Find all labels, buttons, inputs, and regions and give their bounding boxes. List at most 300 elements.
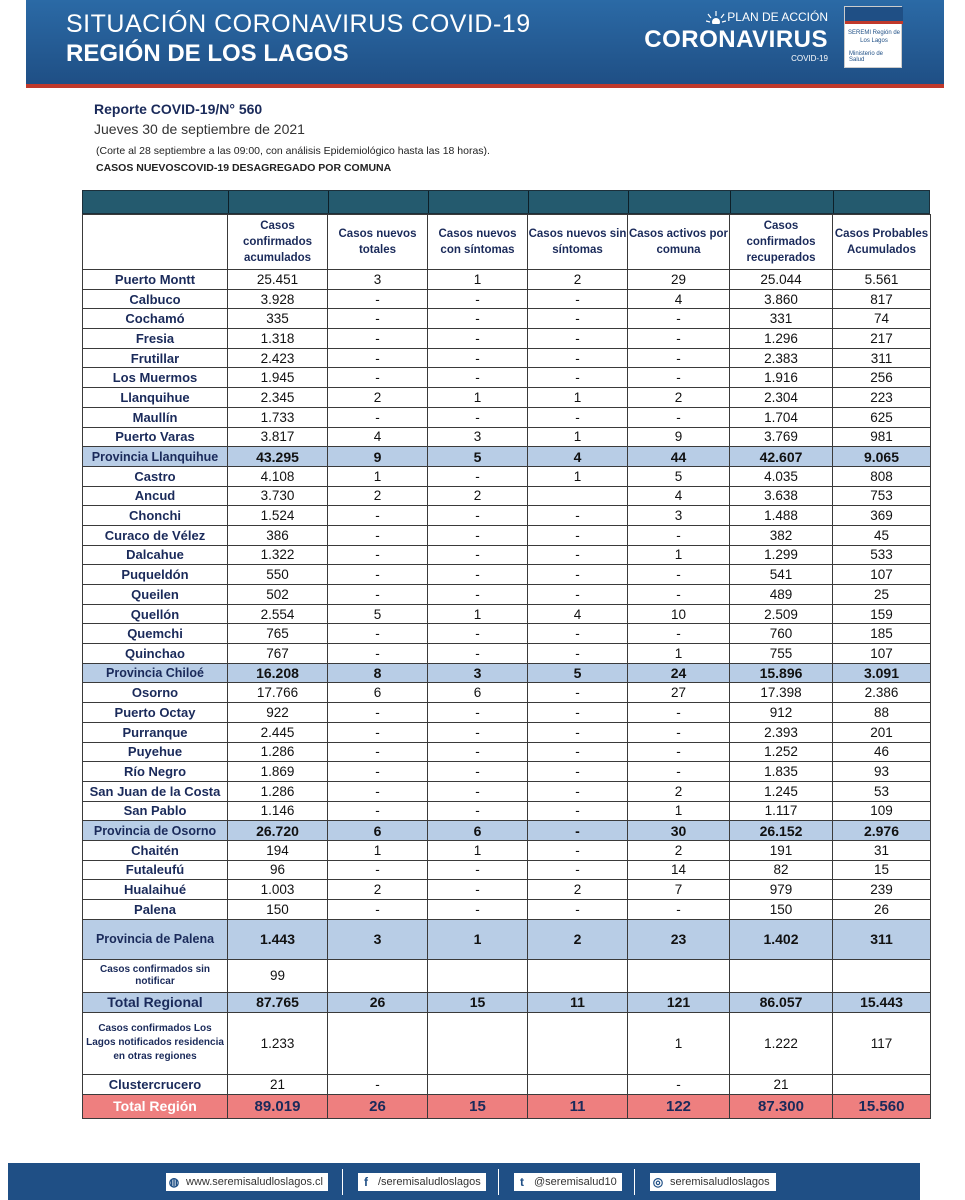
table-cell: - xyxy=(328,722,428,742)
table-cell: 2 xyxy=(328,388,428,408)
table-cell: 6 xyxy=(328,821,428,841)
row-label: Dalcahue xyxy=(83,545,228,565)
table-cell: - xyxy=(528,624,628,644)
table-cell: - xyxy=(628,525,730,545)
table-cell: - xyxy=(528,368,628,388)
table-cell: 2 xyxy=(528,270,628,290)
row-label: Cochamó xyxy=(83,309,228,329)
table-cell: - xyxy=(428,506,528,526)
table-cell: - xyxy=(628,309,730,329)
table-row xyxy=(83,683,931,703)
table-cell: 26 xyxy=(833,900,931,920)
table-cell: 1 xyxy=(528,466,628,486)
table-cell: 1.869 xyxy=(228,762,328,782)
row-label: Fresia xyxy=(83,329,228,349)
table-cell: 2 xyxy=(628,840,730,860)
table-cell: 9 xyxy=(328,447,428,467)
table-row xyxy=(83,959,931,992)
table-row xyxy=(83,348,931,368)
row-label: Casos confirmados Los Lagos notificados residencia en otras regiones xyxy=(83,1012,228,1074)
table-cell: 3 xyxy=(328,270,428,290)
table-cell: 2.554 xyxy=(228,604,328,624)
table-cell xyxy=(328,1012,428,1074)
table-cell xyxy=(428,1012,528,1074)
column-header: Casos activos por comuna xyxy=(628,215,730,270)
table-cell: 31 xyxy=(833,840,931,860)
row-label: Provincia de Osorno xyxy=(83,821,228,841)
table-cell: 17.398 xyxy=(730,683,833,703)
table-cell: 2 xyxy=(628,781,730,801)
table-cell: 6 xyxy=(428,683,528,703)
table-cell: 4.108 xyxy=(228,466,328,486)
table-cell xyxy=(528,486,628,506)
table-cell: 11 xyxy=(528,992,628,1012)
footer-facebook-text: /seremisaludloslagos xyxy=(378,1176,481,1188)
table-row xyxy=(83,447,931,467)
table-cell: - xyxy=(328,742,428,762)
table-cell: - xyxy=(428,860,528,880)
table-cell: 1.222 xyxy=(730,1012,833,1074)
table-cell: 4.035 xyxy=(730,466,833,486)
row-label: San Pablo xyxy=(83,801,228,821)
table-cell: - xyxy=(328,368,428,388)
table-cell: 1 xyxy=(328,466,428,486)
table-cell xyxy=(528,959,628,992)
table-cell: 2 xyxy=(428,486,528,506)
table-cell: 981 xyxy=(833,427,931,447)
table-cell: 382 xyxy=(730,525,833,545)
row-label: Futaleufú xyxy=(83,860,228,880)
report-date: Jueves 30 de septiembre de 2021 xyxy=(94,121,305,137)
report-subtitle: CASOS NUEVOSCOVID-19 DESAGREGADO POR COMUNA xyxy=(96,162,392,174)
table-cell: 1.524 xyxy=(228,506,328,526)
row-label: Puyehue xyxy=(83,742,228,762)
table-cell: 1 xyxy=(428,919,528,959)
table-row xyxy=(83,703,931,723)
table-cell: 625 xyxy=(833,407,931,427)
table-cell: 88 xyxy=(833,703,931,723)
table-cell: 43.295 xyxy=(228,447,328,467)
table-cell: - xyxy=(528,683,628,703)
table-cell: - xyxy=(528,762,628,782)
table-cell xyxy=(528,1074,628,1094)
table-cell: 1.286 xyxy=(228,781,328,801)
table-cell xyxy=(833,1074,931,1094)
table-cell: 74 xyxy=(833,309,931,329)
row-label: Quellón xyxy=(83,604,228,624)
table-row xyxy=(83,663,931,683)
table-cell: 1.233 xyxy=(228,1012,328,1074)
footer-facebook-link[interactable] xyxy=(358,1173,486,1191)
table-cell: 2 xyxy=(628,388,730,408)
table-cell: - xyxy=(428,762,528,782)
table-cell: 9 xyxy=(628,427,730,447)
table-cell: 5 xyxy=(528,663,628,683)
table-cell: - xyxy=(328,525,428,545)
table-cell: - xyxy=(428,309,528,329)
table-cell: - xyxy=(528,900,628,920)
table-cell xyxy=(528,1012,628,1074)
table-cell: 5 xyxy=(628,466,730,486)
row-label: Total Región xyxy=(83,1094,228,1118)
table-cell: 1 xyxy=(628,545,730,565)
table-cell: 3 xyxy=(628,506,730,526)
table-cell: 311 xyxy=(833,919,931,959)
table-cell: 4 xyxy=(628,289,730,309)
table-cell: 150 xyxy=(730,900,833,920)
table-row xyxy=(83,762,931,782)
table-cell xyxy=(428,959,528,992)
table-cell: 767 xyxy=(228,644,328,664)
instagram-icon: ◎ xyxy=(650,1173,666,1191)
row-label: Los Muermos xyxy=(83,368,228,388)
table-row xyxy=(83,270,931,290)
table-header-row xyxy=(83,215,931,270)
table-cell: 99 xyxy=(228,959,328,992)
table-cell: 21 xyxy=(228,1074,328,1094)
table-cell: 46 xyxy=(833,742,931,762)
table-row xyxy=(83,506,931,526)
table-row xyxy=(83,329,931,349)
row-label: Quinchao xyxy=(83,644,228,664)
facebook-icon: f xyxy=(358,1173,374,1191)
table-cell: 201 xyxy=(833,722,931,742)
table-row xyxy=(83,781,931,801)
row-label: San Juan de la Costa xyxy=(83,781,228,801)
table-cell: - xyxy=(328,348,428,368)
table-cell: 25 xyxy=(833,585,931,605)
row-label: Chaitén xyxy=(83,840,228,860)
table-cell: 1.916 xyxy=(730,368,833,388)
table-cell: 1.146 xyxy=(228,801,328,821)
table-cell: 2 xyxy=(328,486,428,506)
table-cell: - xyxy=(328,506,428,526)
table-cell: 15.896 xyxy=(730,663,833,683)
table-cell: - xyxy=(428,329,528,349)
table-cell: 150 xyxy=(228,900,328,920)
table-cell: 10 xyxy=(628,604,730,624)
plan-accion-logo xyxy=(644,8,828,68)
table-cell: - xyxy=(528,821,628,841)
table-cell: 1.488 xyxy=(730,506,833,526)
table-cell: - xyxy=(428,624,528,644)
footer-web-link[interactable] xyxy=(166,1173,328,1191)
table-cell: 15 xyxy=(428,992,528,1012)
table-cell: - xyxy=(528,801,628,821)
row-label: Frutillar xyxy=(83,348,228,368)
table-cell: 1 xyxy=(628,801,730,821)
table-row xyxy=(83,801,931,821)
table-cell: 7 xyxy=(628,880,730,900)
table-row xyxy=(83,992,931,1012)
table-cell: 256 xyxy=(833,368,931,388)
table-cell: - xyxy=(428,722,528,742)
table-cell: - xyxy=(628,624,730,644)
table-cell: 1.704 xyxy=(730,407,833,427)
table-cell: - xyxy=(328,407,428,427)
seremi-logo-label: SEREMI Región de Los Lagos xyxy=(847,30,901,44)
row-label: Río Negro xyxy=(83,762,228,782)
table-row xyxy=(83,585,931,605)
table-cell: - xyxy=(428,644,528,664)
table-cell: 96 xyxy=(228,860,328,880)
table-cell: 117 xyxy=(833,1012,931,1074)
table-cell: 912 xyxy=(730,703,833,723)
table-cell: 26 xyxy=(328,992,428,1012)
row-label: Palena xyxy=(83,900,228,920)
table-cell: 29 xyxy=(628,270,730,290)
table-cell: 1 xyxy=(528,388,628,408)
table-cell: 89.019 xyxy=(228,1094,328,1118)
table-cell: - xyxy=(428,407,528,427)
table-cell: 44 xyxy=(628,447,730,467)
row-label: Hualaihué xyxy=(83,880,228,900)
footer-twitter-link[interactable] xyxy=(514,1173,622,1191)
column-header: Casos confirmados recuperados xyxy=(730,215,833,270)
table-cell: - xyxy=(628,329,730,349)
table-cell: 1.733 xyxy=(228,407,328,427)
table-cell: - xyxy=(328,624,428,644)
table-cell: 6 xyxy=(328,683,428,703)
row-label: Puerto Montt xyxy=(83,270,228,290)
table-cell: - xyxy=(428,880,528,900)
table-cell: - xyxy=(628,348,730,368)
table-cell xyxy=(833,959,931,992)
table-cell: - xyxy=(528,585,628,605)
table-cell: 3 xyxy=(328,919,428,959)
table-cell: 25.044 xyxy=(730,270,833,290)
table-cell: - xyxy=(528,506,628,526)
table-cell: - xyxy=(428,348,528,368)
table-cell: 1.117 xyxy=(730,801,833,821)
table-cell: 3.769 xyxy=(730,427,833,447)
table-cell: - xyxy=(328,860,428,880)
table-cell xyxy=(730,959,833,992)
header-region: REGIÓN DE LOS LAGOS xyxy=(66,40,349,67)
table-cell: - xyxy=(628,722,730,742)
seremi-logo xyxy=(844,6,902,68)
table-cell: 3.817 xyxy=(228,427,328,447)
table-cell: - xyxy=(528,722,628,742)
table-cell: - xyxy=(628,703,730,723)
table-cell: - xyxy=(428,585,528,605)
table-row xyxy=(83,309,931,329)
table-cell: 386 xyxy=(228,525,328,545)
row-label: Purranque xyxy=(83,722,228,742)
table-cell: - xyxy=(328,644,428,664)
table-cell: 11 xyxy=(528,1094,628,1118)
table-top-band xyxy=(82,190,930,214)
table-cell: 2.304 xyxy=(730,388,833,408)
table-cell: 533 xyxy=(833,545,931,565)
plan-accion-label: PLAN DE ACCIÓN xyxy=(727,10,828,24)
row-label: Osorno xyxy=(83,683,228,703)
column-header: Casos nuevos con síntomas xyxy=(428,215,528,270)
table-row xyxy=(83,604,931,624)
table-cell: - xyxy=(328,289,428,309)
table-cell: 541 xyxy=(730,565,833,585)
table-cell: 2 xyxy=(528,919,628,959)
table-cell: 86.057 xyxy=(730,992,833,1012)
table-cell: 550 xyxy=(228,565,328,585)
table-cell: 489 xyxy=(730,585,833,605)
table-cell: 1.318 xyxy=(228,329,328,349)
table-cell: - xyxy=(528,860,628,880)
column-header: Casos nuevos sin síntomas xyxy=(528,215,628,270)
table-cell: 760 xyxy=(730,624,833,644)
table-row xyxy=(83,860,931,880)
table-cell: 191 xyxy=(730,840,833,860)
coronavirus-label: CORONAVIRUS xyxy=(644,26,828,53)
footer-instagram-link[interactable] xyxy=(650,1173,776,1191)
footer-twitter-text: @seremisalud10 xyxy=(534,1176,617,1188)
table-cell: 17.766 xyxy=(228,683,328,703)
table-cell: - xyxy=(528,840,628,860)
table-cell: - xyxy=(328,762,428,782)
header-title: SITUACIÓN CORONAVIRUS COVID-19 xyxy=(66,10,531,38)
table-cell: 239 xyxy=(833,880,931,900)
table-cell: - xyxy=(428,565,528,585)
table-cell: - xyxy=(628,900,730,920)
row-label: Calbuco xyxy=(83,289,228,309)
table-cell: 755 xyxy=(730,644,833,664)
table-cell: 93 xyxy=(833,762,931,782)
table-cell: 1.443 xyxy=(228,919,328,959)
table-cell: 1.835 xyxy=(730,762,833,782)
table-cell: 3.860 xyxy=(730,289,833,309)
table-cell: 1.299 xyxy=(730,545,833,565)
table-cell: 3.091 xyxy=(833,663,931,683)
table-cell: 21 xyxy=(730,1074,833,1094)
table-cell: - xyxy=(528,309,628,329)
table-cell: 3.928 xyxy=(228,289,328,309)
table-cell: 2.976 xyxy=(833,821,931,841)
row-label: Curaco de Vélez xyxy=(83,525,228,545)
table-cell: 2 xyxy=(528,880,628,900)
table-cell: - xyxy=(528,329,628,349)
row-label: Llanquihue xyxy=(83,388,228,408)
table-cell: - xyxy=(628,368,730,388)
table-cell: 3 xyxy=(428,427,528,447)
table-cell: - xyxy=(528,407,628,427)
table-cell: 753 xyxy=(833,486,931,506)
table-cell: 5 xyxy=(328,604,428,624)
table-cell: - xyxy=(328,801,428,821)
table-row xyxy=(83,624,931,644)
table-row xyxy=(83,545,931,565)
column-header: Casos nuevos totales xyxy=(328,215,428,270)
cases-by-comuna-table xyxy=(82,214,931,1119)
table-cell: 27 xyxy=(628,683,730,703)
table-cell: - xyxy=(328,1074,428,1094)
row-label: Provincia Llanquihue xyxy=(83,447,228,467)
table-cell: - xyxy=(428,781,528,801)
table-row xyxy=(83,1074,931,1094)
footer-social-bar xyxy=(8,1163,920,1200)
table-cell: 502 xyxy=(228,585,328,605)
table-cell: 53 xyxy=(833,781,931,801)
covid19-label: COVID-19 xyxy=(791,54,828,63)
table-row xyxy=(83,742,931,762)
table-cell: - xyxy=(428,801,528,821)
sun-rays-icon xyxy=(706,10,726,24)
table-row xyxy=(83,821,931,841)
table-cell xyxy=(328,959,428,992)
table-cell: - xyxy=(428,368,528,388)
table-cell: 1 xyxy=(628,644,730,664)
header-blank-cell xyxy=(83,215,228,270)
table-cell: 25.451 xyxy=(228,270,328,290)
table-cell: - xyxy=(528,703,628,723)
row-label: Total Regional xyxy=(83,992,228,1012)
row-label: Puqueldón xyxy=(83,565,228,585)
row-label: Queilen xyxy=(83,585,228,605)
table-cell: - xyxy=(428,466,528,486)
table-cell: - xyxy=(528,565,628,585)
table-row xyxy=(83,1094,931,1118)
table-cell: - xyxy=(528,525,628,545)
table-cell: 6 xyxy=(428,821,528,841)
table-cell: 5 xyxy=(428,447,528,467)
table-cell: 2.393 xyxy=(730,722,833,742)
table-cell: 335 xyxy=(228,309,328,329)
table-cell: - xyxy=(328,329,428,349)
report-title: Reporte COVID-19/N° 560 xyxy=(94,101,263,117)
table-cell: - xyxy=(428,545,528,565)
table-row xyxy=(83,565,931,585)
table-cell: - xyxy=(528,348,628,368)
table-cell: 1 xyxy=(428,604,528,624)
table-cell: 121 xyxy=(628,992,730,1012)
table-cell: - xyxy=(628,742,730,762)
table-cell: - xyxy=(328,309,428,329)
table-cell: 808 xyxy=(833,466,931,486)
table-cell: - xyxy=(328,565,428,585)
table-row xyxy=(83,722,931,742)
table-cell: 2.386 xyxy=(833,683,931,703)
table-cell: 2.445 xyxy=(228,722,328,742)
table-cell: 1.245 xyxy=(730,781,833,801)
table-cell xyxy=(428,1074,528,1094)
table-cell: - xyxy=(328,585,428,605)
table-cell: 14 xyxy=(628,860,730,880)
twitter-icon: t xyxy=(514,1173,530,1191)
row-label: Quemchi xyxy=(83,624,228,644)
table-cell: - xyxy=(428,289,528,309)
table-cell: 4 xyxy=(528,447,628,467)
table-cell: - xyxy=(628,585,730,605)
row-label: Ancud xyxy=(83,486,228,506)
ministerio-label: Ministerio de Salud xyxy=(849,51,884,63)
table-cell: 2.345 xyxy=(228,388,328,408)
table-cell: - xyxy=(628,1074,730,1094)
table-cell: 4 xyxy=(328,427,428,447)
table-cell: - xyxy=(328,703,428,723)
table-cell: 15.560 xyxy=(833,1094,931,1118)
table-cell: 2.423 xyxy=(228,348,328,368)
table-cell: 23 xyxy=(628,919,730,959)
table-cell: 87.765 xyxy=(228,992,328,1012)
table-cell: 2.383 xyxy=(730,348,833,368)
table-row xyxy=(83,427,931,447)
table-cell: 331 xyxy=(730,309,833,329)
table-cell: 194 xyxy=(228,840,328,860)
table-row xyxy=(83,525,931,545)
row-label: Puerto Octay xyxy=(83,703,228,723)
table-cell: 3.730 xyxy=(228,486,328,506)
table-cell: 42.607 xyxy=(730,447,833,467)
table-cell: - xyxy=(328,781,428,801)
